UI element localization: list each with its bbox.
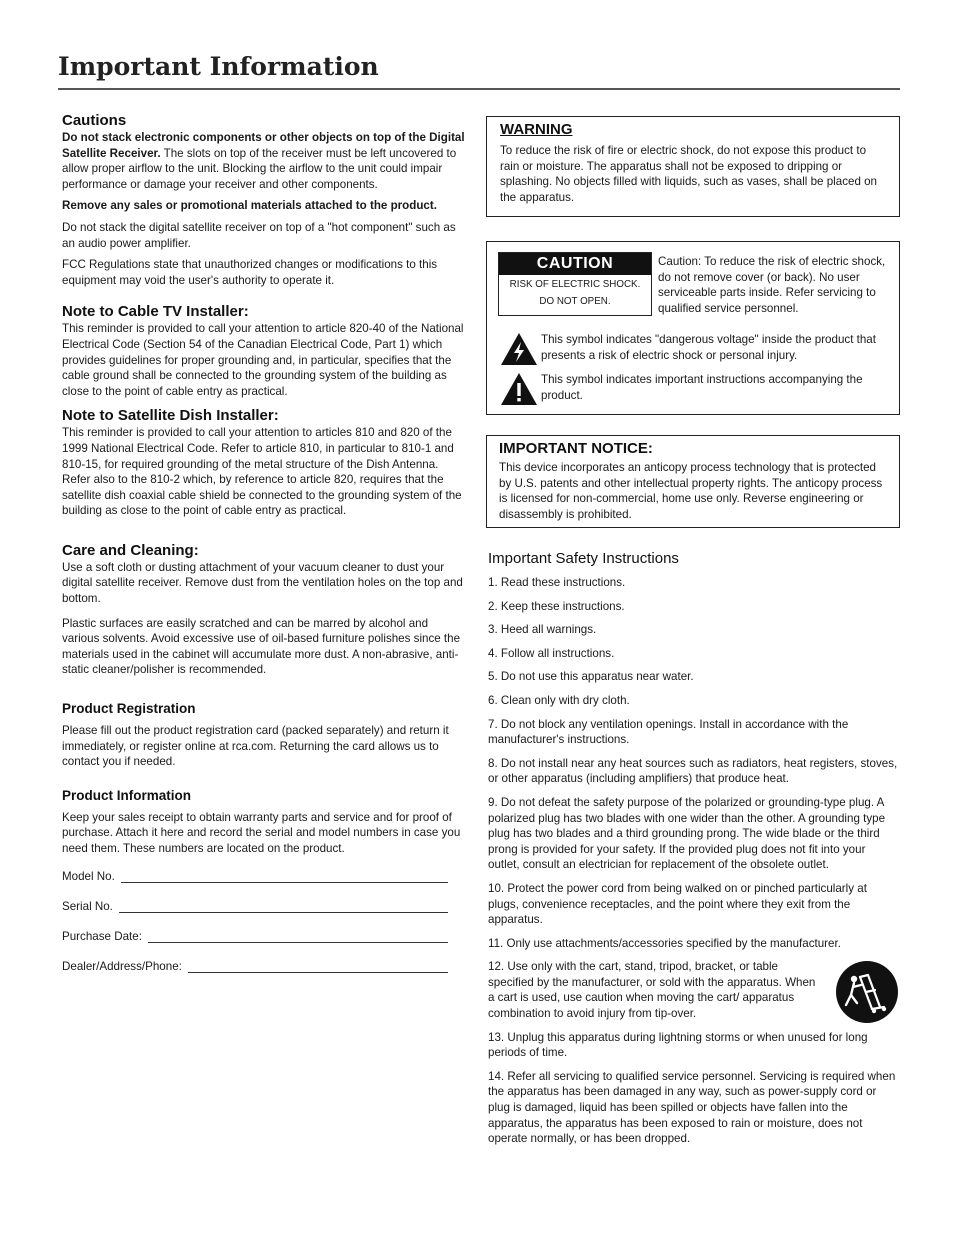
- safety-heading: Important Safety Instructions: [488, 550, 679, 567]
- registration-heading: Product Registration: [62, 701, 196, 717]
- product-info-text: Keep your sales receipt to obtain warranty parts and service and for proof of purchase. Attach it here and record the serial and model numbers in case you need them. These numbers are located on the product.: [62, 810, 461, 855]
- dealer-field[interactable]: [62, 957, 448, 973]
- exclamation-warning-icon: [500, 372, 538, 406]
- list-item: 6. Clean only with dry cloth.: [488, 693, 630, 707]
- right-column: [486, 116, 900, 1155]
- list-item: 2. Keep these instructions.: [488, 599, 625, 613]
- title-rule: [58, 88, 900, 90]
- dealer-line: [188, 962, 448, 973]
- list-item: 13. Unplug this apparatus during lightning storms or when unused for long periods of time.: [488, 1030, 868, 1060]
- dish-installer-text: This reminder is provided to call your attention to articles 810 and 820 of the 1999 National Electrical Code. Refer to article 810, in particular to 810-1 and 810-15, for required grounding of the metal structure of the Dish Antenna. Refer also to the 810-2 which, by reference to article 820, requires that the satellite dish coaxial cable shield be connected to the grounding system of the building as close to the point of cable entry as practical.: [62, 426, 462, 518]
- care-heading: Care and Cleaning:: [62, 541, 199, 559]
- purchase-date-field[interactable]: [62, 927, 448, 943]
- instructions-symbol-text: This symbol indicates important instructions accompanying the product.: [541, 373, 863, 402]
- lightning-warning-icon: [500, 332, 538, 366]
- caution-label-title: CAUTION: [499, 253, 651, 275]
- important-notice-box: [486, 435, 900, 528]
- model-no-label: Model No.: [62, 869, 115, 883]
- list-item: 7. Do not block any ventilation openings. Install in accordance with the manufacturer's instructions.: [488, 717, 849, 747]
- important-notice-text: This device incorporates an anticopy process technology that is protected by U.S. patents and other intellectual property rights. The anticopy process is licensed for non-commercial, home use only. Reverse engineering or disassembly is prohibited.: [499, 461, 883, 521]
- list-item: 14. Refer all servicing to qualified service personnel. Servicing is required when the apparatus has been damaged in any way, such as power-supply cord or plug is damaged, liquid has been spilled or objects have fallen into the apparatus, the apparatus has been exposed to rain or moisture, does not operate normally, or has been dropped.: [488, 1069, 896, 1146]
- caution-text: Caution: To reduce the risk of electric shock, do not remove cover (or back). No user serviceable parts inside. Refer servicing to qualified service personnel.: [658, 255, 886, 315]
- purchase-date-line: [148, 932, 448, 943]
- caution-box: [486, 241, 900, 415]
- care-p2: Plastic surfaces are easily scratched and can be marred by alcohol and various solvents. Avoid excessive use of oil-based furniture polishes since the materials used in the cabinet will accumulate more dust. A non-abrasive, anti-static cleaner/polisher is recommended.: [62, 616, 461, 677]
- care-p1: Use a soft cloth or dusting attachment of your vacuum cleaner to dust your digital satellite receiver. Remove dust from the ventilation holes on the top and bottom.: [62, 560, 463, 606]
- list-item: 5. Do not use this apparatus near water.: [488, 670, 694, 684]
- dish-installer-heading: Note to Satellite Dish Installer:: [62, 407, 279, 425]
- product-info-section: [62, 787, 466, 973]
- list-item: 10. Protect the power cord from being walked on or pinched particularly at plugs, convenience receptacles, and the point where they exit from the apparatus.: [488, 881, 867, 927]
- serial-no-field[interactable]: [62, 897, 448, 913]
- cautions-p1: [62, 130, 466, 192]
- safety-list: [488, 575, 900, 1147]
- dish-installer-section: [62, 407, 466, 519]
- product-info-form: [62, 867, 466, 973]
- registration-section: [62, 700, 466, 770]
- list-item: 4. Follow all instructions.: [488, 646, 615, 660]
- important-notice-heading: IMPORTANT NOTICE:: [499, 440, 653, 457]
- model-no-line: [121, 872, 448, 883]
- dealer-label: Dealer/Address/Phone:: [62, 959, 182, 973]
- warning-heading: WARNING: [500, 121, 573, 138]
- cautions-p1-rest: The slots on top of the receiver must be left uncovered to allow proper airflow to the unit. Blocking the airflow to the unit could impair performance or damage your receiver and other components.: [62, 146, 457, 191]
- warning-text: To reduce the risk of fire or electric shock, do not expose this product to rain or moisture. The apparatus shall not be exposed to dripping or splashing. No objects filled with liquids, such as vases, shall be placed on the apparatus.: [500, 144, 878, 204]
- purchase-date-label: Purchase Date:: [62, 929, 142, 943]
- cart-tip-over-warning-icon: [834, 959, 900, 1025]
- cautions-p2-bold: Remove any sales or promotional materials attached to the product.: [62, 199, 437, 213]
- cautions-p3: Do not stack the digital satellite receiver on top of a "hot component" such as an audio power amplifier.: [62, 220, 456, 250]
- voltage-symbol-row: [500, 332, 892, 366]
- voltage-symbol-text: This symbol indicates "dangerous voltage" inside the product that presents a risk of electric shock or personal injury.: [541, 333, 876, 362]
- product-info-heading: Product Information: [62, 787, 191, 803]
- caution-label-line2: DO NOT OPEN.: [539, 296, 611, 307]
- caution-label-line1: RISK OF ELECTRIC SHOCK.: [509, 279, 641, 290]
- list-item: 8. Do not install near any heat sources such as radiators, heat registers, stoves, or other apparatus (including amplifiers) that produce heat.: [488, 756, 898, 786]
- warning-box: [486, 116, 900, 217]
- page-title: Important Information: [58, 52, 379, 81]
- serial-no-label: Serial No.: [62, 899, 113, 913]
- cable-installer-section: [62, 303, 466, 399]
- list-item: 11. Only use attachments/accessories specified by the manufacturer.: [488, 936, 841, 950]
- cautions-p1-bold: Do not stack electronic components or other objects on top of the Digital Satellite Receiver.: [62, 131, 465, 160]
- cautions-p4: FCC Regulations state that unauthorized changes or modifications to this equipment may void the user's authority to operate it.: [62, 258, 438, 287]
- cable-installer-heading: Note to Cable TV Installer:: [62, 303, 249, 321]
- list-item: 1. Read these instructions.: [488, 576, 626, 589]
- list-item: 9. Do not defeat the safety purpose of the polarized or grounding-type plug. A polarized plug has two blades with one wider than the other. A grounding type plug has two blades and a third grounding prong. The wide blade or the third prong is provided for your safety. If the provided plug does not fit into your outlet, consult an electrician for replacement of the obsolete outlet.: [488, 795, 886, 872]
- caution-label: [498, 252, 652, 316]
- cart-item-wrap: [488, 959, 900, 1021]
- cautions-p2: [62, 198, 466, 214]
- cable-installer-text: This reminder is provided to call your attention to article 820-40 of the National Electrical Code (Section 54 of the Canadian Electrical Code, Part 1) which provides guidelines for proper grounding and, in particular, specifies that the cable ground shall be connected to the grounding system of the building as close to the point of cable entry as practical.: [62, 322, 464, 398]
- list-item: 12. Use only with the cart, stand, tripod, bracket, or table specified by the manufacturer, or sold with the apparatus. When a cart is used, use caution when moving the cart/ apparatus combination to avoid injury from tip-over.: [488, 960, 816, 1021]
- registration-text: Please fill out the product registration card (packed separately) and return it immediately, or register online at rca.com. Returning the card allows us to contact you if needed.: [62, 724, 449, 769]
- left-column: [62, 112, 466, 987]
- model-no-field[interactable]: [62, 867, 448, 883]
- care-section: [62, 542, 466, 678]
- cautions-heading: Cautions: [62, 112, 127, 129]
- serial-no-line: [119, 902, 448, 913]
- list-item: 3. Heed all warnings.: [488, 623, 597, 637]
- instructions-symbol-row: [500, 372, 892, 406]
- cautions-section: [62, 112, 466, 288]
